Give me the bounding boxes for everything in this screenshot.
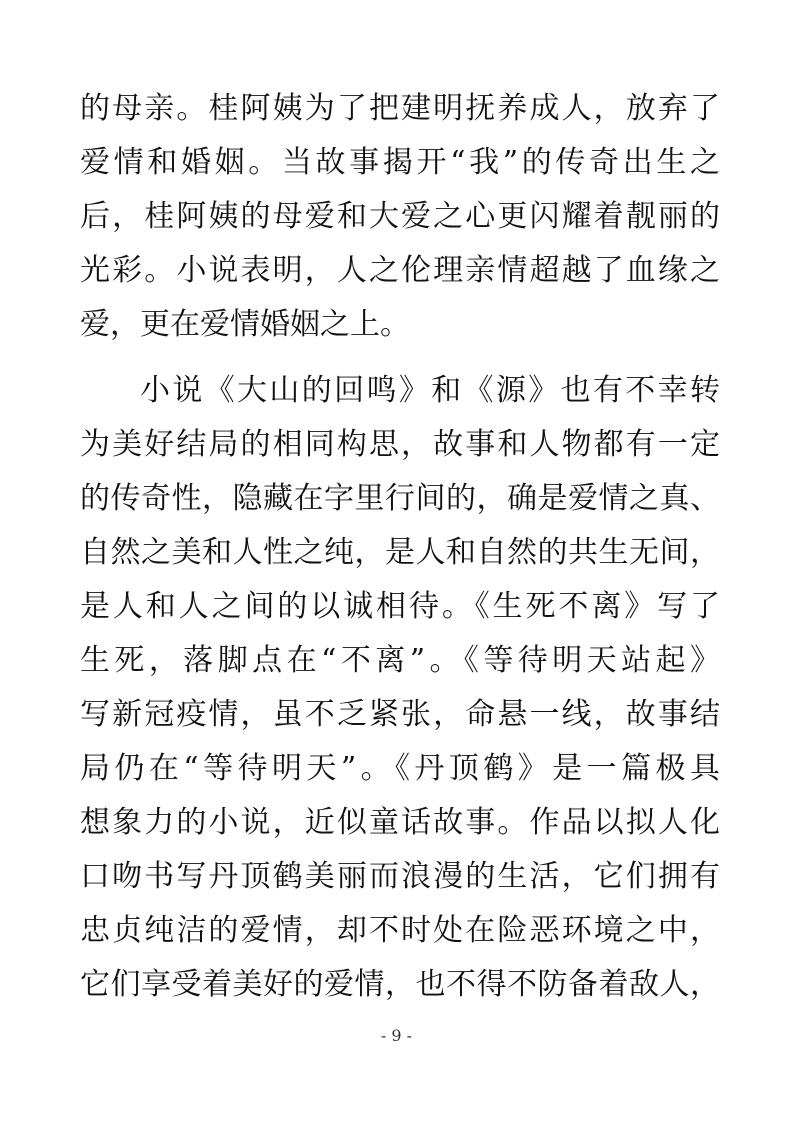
text-line: 写新冠疫情，虽不乏紧张，命悬一线，故事结: [80, 697, 720, 732]
text-line: 自然之美和人性之纯，是人和自然的共生无间，: [80, 535, 720, 570]
text-line: 是人和人之间的以诚相待。《生死不离》写了: [80, 589, 720, 624]
text-line: 的母亲。桂阿姨为了把建明抚养成人，放弃了: [80, 91, 720, 126]
text-line: 局仍在“等待明天”。《丹顶鹤》是一篇极具: [80, 751, 720, 786]
text-line: 的传奇性，隐藏在字里行间的，确是爱情之真、: [80, 481, 720, 516]
text-line: 光彩。小说表明，人之伦理亲情超越了血缘之: [80, 253, 720, 288]
text-line: 爱情和婚姻。当故事揭开“我”的传奇出生之: [80, 145, 720, 180]
text-line: 小说《大山的回鸣》和《源》也有不幸转: [140, 373, 720, 408]
text-line: 生死，落脚点在“不离”。《等待明天站起》: [80, 643, 720, 678]
text-line: 忠贞纯洁的爱情，却不时处在险恶环境之中，: [80, 913, 720, 948]
paragraph-1: [80, 82, 720, 352]
text-line: 口吻书写丹顶鹤美丽而浪漫的生活，它们拥有: [80, 859, 720, 894]
page-number: - 9 -: [380, 1026, 413, 1045]
text-line: 它们享受着美好的爱情，也不得不防备着敌人，: [80, 967, 720, 1002]
text-line: 爱，更在爱情婚姻之上。: [80, 307, 410, 342]
body-text: [80, 82, 720, 1012]
paragraph-2: [80, 364, 720, 1012]
text-line: 后，桂阿姨的母爱和大爱之心更闪耀着靓丽的: [80, 199, 720, 234]
text-line: 为美好结局的相同构思，故事和人物都有一定: [80, 427, 720, 462]
text-line: 想象力的小说，近似童话故事。作品以拟人化: [80, 805, 720, 840]
